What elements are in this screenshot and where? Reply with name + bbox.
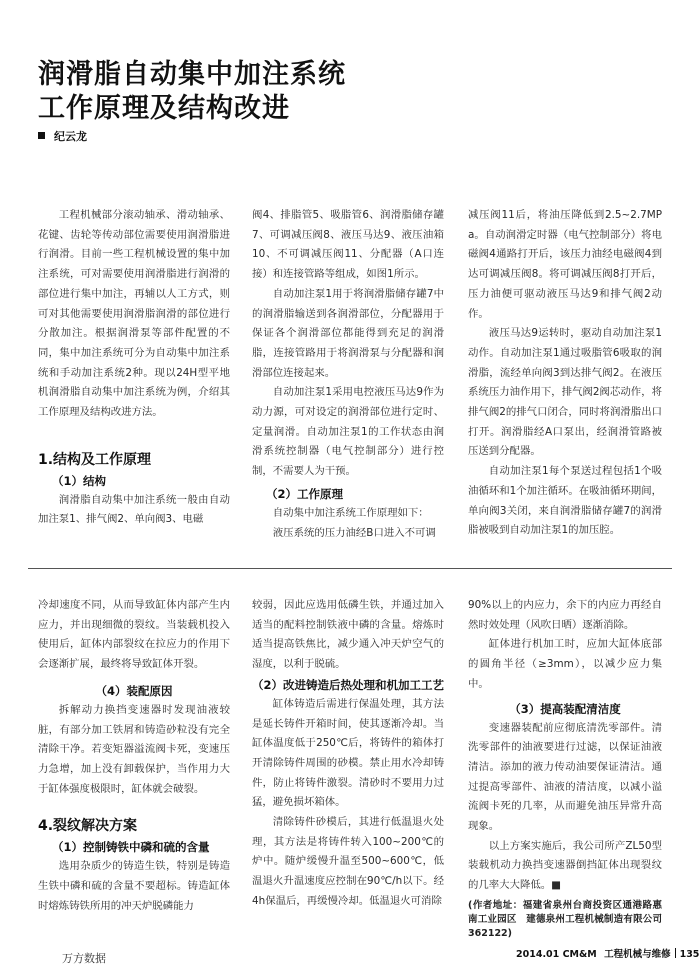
author-name: 纪云龙	[54, 130, 87, 143]
paragraph: 以上方案实施后，我公司所产ZL50型装载机动力换挡变速器倒挡缸体出现裂纹的几率大大降低。■	[468, 839, 662, 892]
subsection-heading: （1）结构	[52, 473, 107, 488]
paragraph: 较弱，因此应选用低磷生铁，并通过加入适当的配料控制铁液中磷的含量。熔炼时适当提高铁焦比，减少通入冲天炉空气的湿度，以利于脱硫。	[252, 599, 444, 671]
subsection-heading: （1）控制铸铁中磷和硫的含量	[52, 840, 210, 855]
watermark: 万方数据	[62, 952, 106, 965]
page-number: 135	[679, 949, 700, 960]
author-line	[38, 128, 87, 144]
subsection-heading: （2）改进铸造后热处理和机加工工艺	[252, 677, 444, 692]
square-bullet-icon	[38, 132, 45, 139]
paragraph: 90%以上的内应力，余下的内应力再经自然时效处理（风吹日晒）逐渐消除。	[468, 599, 662, 631]
paragraph: 液压马达9运转时，驱动自动加注泵1动作。自动加注泵1通过吸脂管6吸取的润滑脂，流经单向阀3到达排气阀2。在液压系统压力油作用下，排气阀2阀芯动作，将排气阀2的排气口闭合，同时将润滑脂出口打开。润滑脂经A口泵出，经润滑管路被压送到分配器。	[468, 327, 662, 458]
bottom-column-1	[38, 596, 230, 916]
article-title	[38, 58, 598, 126]
bottom-column-3	[468, 596, 672, 941]
paragraph: 减压阀11后，将油压降低到2.5~2.7MPa。自动润滑定时器（电气控制部分）将电磁阀4通路打开后，该压力油经电磁阀4到达可调减压阀8。将可调减压阀8打开后，压力油便可驱动液压马达9和排气阀2动作。	[468, 209, 662, 320]
paragraph: 阀4、排脂管5、吸脂管6、润滑脂储存罐7、可调减压阀8、液压马达9、液压油箱10、不可调减压阀11、分配器（A口连接）和连接管路等组成，如图1所示。	[252, 209, 444, 281]
paragraph: 变速器装配前应彻底清洗零部件。清洗零部件的油液要进行过滤，以保证油液清洁。添加的液力传动油要保证清洁。通过提高零部件、油液的清洁度，以减小溢流阀卡死的几率，从而避免油压异常升高现象。	[468, 721, 662, 833]
title-line-2: 工作原理及结构改进	[38, 93, 290, 124]
subsection-heading: （4）装配原因	[95, 683, 173, 698]
bottom-column-2	[252, 596, 444, 912]
section-heading: 1.结构及工作原理	[38, 451, 152, 468]
intro-paragraph: 工程机械部分滚动轴承、滑动轴承、花键、齿轮等传动部位需要使用润滑脂进行润滑。目前一些工程机械设置的集中加注系统，可对需要使用润滑脂进行润滑的部位进行集中加注，再辅以人工方式，则可对其他需要使用润滑脂润滑的部位进行分散加注。根据润滑泵等部件配置的不同，集中加注系统可分为自动集中加注系统和手动加注系统2种。现以24H型平地机润滑脂自动集中加注系统为例，介绍其工作原理及结构改进方法。	[38, 209, 230, 419]
title-line-1: 润滑脂自动集中加注系统	[38, 59, 346, 90]
paragraph: 选用杂质少的铸造生铁，特别是铸造生铁中磷和硫的含量不要超标。铸造缸体时熔炼铸铁所用的冲天炉脱磷能力	[38, 860, 230, 912]
top-column-3	[468, 206, 662, 541]
paragraph: 自动加注泵1采用电控液压马达9作为动力源，可对设定的润滑部位进行定时、定量润滑。自动加注泵1的工作状态由润滑系统控制器（电气控制部分）进行控制，不需要人为干预。	[252, 386, 444, 478]
paragraph: 缸体进行机加工时，应加大缸体底部的圆角半径（≥3mm），以减少应力集中。	[468, 638, 662, 690]
subsection-heading: （3）提高装配清洁度	[509, 701, 621, 716]
paragraph: 冷却速度不同，从而导致缸体内部产生内应力，并出现细微的裂纹。当装载机投入使用后，缸体内部裂纹在拉应力的作用下会逐渐扩展，最终将导致缸体开裂。	[38, 599, 230, 671]
paragraph: 自动加注泵1用于将润滑脂储存罐7中的润滑脂输送到各润滑部位，分配器用于保证各个润滑部位都能得到充足的润滑脂，连接管路用于将润滑泵与分配器和润滑部位连接起来。	[252, 287, 444, 379]
page-footer	[516, 946, 699, 960]
paragraph: 自动加注泵1每个泵送过程包括1个吸油循环和1个加注循环。在吸油循环期间，单向阀3关闭，来自润滑脂储存罐7的润滑脂被吸到自动加注泵1的加压腔。	[468, 465, 662, 537]
subsection-heading: （2）工作原理	[266, 486, 344, 501]
section-heading: 4.裂纹解决方案	[38, 818, 138, 835]
paragraph: 缸体铸造后需进行保温处理，其方法是延长铸件开箱时间，使其逐渐冷却。当缸体温度低于250℃后，将铸件的箱体打开清除铸件周围的砂模。禁止用水冷却铸件，防止将铸件激裂。清砂时不要用力过猛，避免损坏箱体。	[252, 697, 444, 809]
divider-bar	[675, 948, 676, 958]
top-column-2	[252, 206, 444, 543]
paragraph: 液压系统的压力油经B口进入不可调	[272, 526, 436, 539]
top-column-1	[38, 206, 230, 530]
issue-label: 2014.01 CM&M	[516, 949, 597, 960]
section-divider	[28, 568, 672, 569]
paragraph: 自动集中加注系统工作原理如下：	[272, 506, 429, 519]
paragraph: 润滑脂自动集中加注系统一般由自动加注泵1、排气阀2、单向阀3、电磁	[38, 493, 230, 526]
paragraph: 清除铸件砂模后，其进行低温退火处理，其方法是将铸件转入100~200℃的炉中。随炉缓慢升温至500~600℃，低温退火升温速度应控制在90℃/h以下。经4h保温后，再缓慢冷却。低温退火可消除	[252, 816, 444, 907]
paragraph: 拆解动力换挡变速器时发现油液较脏，有部分加工铁屑和铸造砂粒没有完全清除干净。若变矩器溢流阀卡死，变速压力急增，加上没有卸载保护，当作用力大于缸体强度极限时，缸体就会破裂。	[38, 703, 230, 795]
journal-name: 工程机械与维修	[604, 949, 671, 960]
author-address: (作者地址：福建省泉州台商投资区通港路惠南工业园区 建德泉州工程机械制造有限公司 362122)	[468, 899, 672, 939]
